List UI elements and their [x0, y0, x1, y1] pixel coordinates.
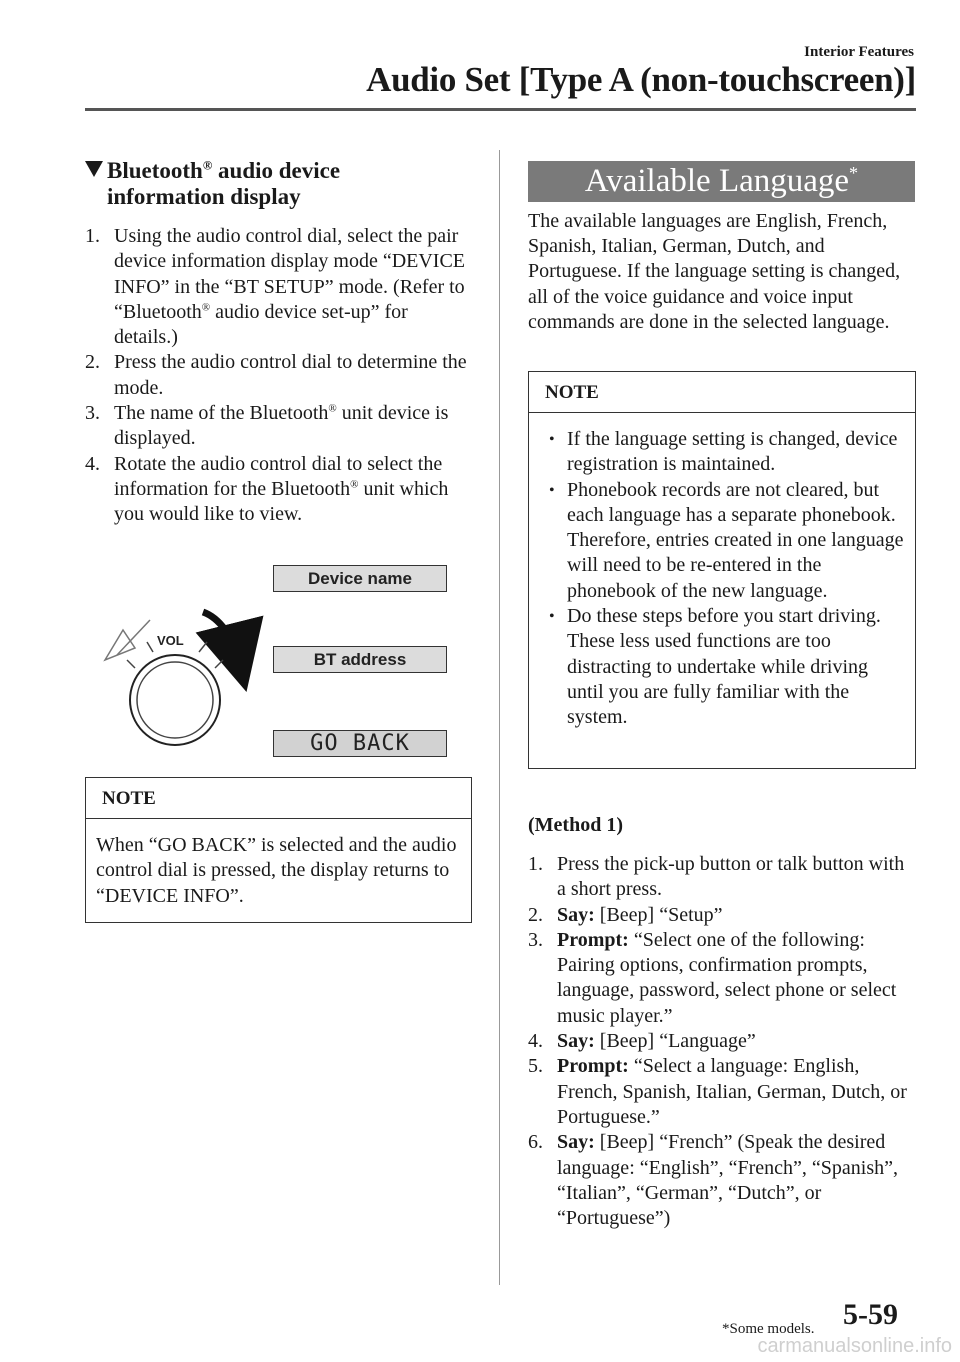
banner-title-text: Available Language [584, 163, 850, 199]
header-rule [85, 108, 916, 111]
heading-text-2: information display [107, 184, 301, 209]
heading-text-1-rest: audio device [212, 158, 341, 183]
language-steps-list [528, 852, 915, 1231]
step-item [528, 1029, 915, 1054]
step-text: [Beep] “Setup” [594, 903, 723, 926]
step-item [528, 852, 915, 903]
step-item [528, 1054, 915, 1130]
display-bt-address: BT address [273, 646, 447, 673]
step-number: 5. [528, 1055, 543, 1078]
note-label: NOTE [529, 372, 915, 413]
available-language-title [528, 161, 915, 202]
rotate-left-arrow [117, 620, 150, 655]
step-text: [Beep] “French” (Speak the desired language: “English”, “French”, “Spanish”, “Italian”, “German”, “Dutch”, or “Portuguese”) [557, 1131, 898, 1230]
step-text: Using the audio control dial, select the pair device information display mode “DEVICE INFO” in the “BT SETUP” mode. (Refer to “Bluetooth [114, 225, 466, 323]
registered-mark: ® [350, 478, 359, 491]
step-text: audio device set-up” for details.) [114, 300, 408, 349]
step-label: Say: [557, 1030, 595, 1053]
language-intro: The available languages are English, French, Spanish, Italian, German, Dutch, and Portuguese. If the language setting is changed, all of the voice guidance and voice input commands are done in the selected language. [528, 210, 901, 333]
section-label: Interior Features [804, 44, 914, 60]
step-number: 6. [528, 1131, 543, 1154]
step-number: 1. [528, 853, 543, 875]
note-bullet: • If the language setting is changed, device registration is maintained. [537, 427, 909, 478]
display-device-name: Device name [273, 565, 447, 592]
note-bullet-list [537, 427, 909, 731]
display-go-back: GO BACK [273, 730, 447, 757]
step-item [528, 928, 915, 1029]
step-text: Press the pick-up button or talk button with a short press. [557, 853, 905, 901]
step-number: 2. [85, 351, 100, 374]
method-title: (Method 1) [528, 814, 623, 836]
bt-info-section [85, 158, 475, 528]
page-number: 5-59 [843, 1298, 898, 1331]
step-item [85, 452, 475, 528]
note-bullet: • Phonebook records are not cleared, but each language has a separate phonebook. Therefore, entries created in one language will need to be re-entered in the phonebook of the new language. [537, 478, 909, 604]
step-text: “Select a language: English, French, Spanish, Italian, German, Dutch, or Portuguese.” [557, 1055, 907, 1128]
bt-info-heading [85, 158, 475, 210]
language-note-box [528, 371, 916, 769]
step-text: unit device is displayed. [114, 402, 449, 450]
step-label: Prompt: [557, 1055, 629, 1078]
watermark: carmanualsonline.info [757, 1335, 952, 1357]
step-text: [Beep] “Language” [594, 1030, 756, 1053]
note-bullet: • Do these steps before you start driving. These less used functions are too distracting to undertake while driving until you are fully familiar with the system. [537, 604, 909, 730]
step-label: Say: [557, 1131, 595, 1154]
note-label: NOTE [86, 778, 471, 819]
step-number: 4. [528, 1030, 543, 1053]
vol-label: VOL [157, 633, 184, 648]
step-number: 1. [85, 225, 100, 247]
note-body [529, 413, 915, 745]
audio-dial-icon [95, 560, 275, 760]
step-text: The name of the Bluetooth [114, 402, 329, 425]
bt-steps-list [85, 224, 475, 528]
chapter-title: Audio Set [Type A (non-touchscreen)] [366, 60, 916, 99]
bt-note-box [85, 777, 472, 923]
registered-mark: ® [328, 402, 337, 415]
dial-illustration [95, 560, 450, 760]
heading-text-1: Bluetooth [107, 158, 203, 183]
step-item [528, 903, 915, 928]
registered-mark: ® [202, 158, 213, 173]
step-number: 3. [85, 402, 100, 425]
step-text: unit which you would like to view. [114, 477, 449, 526]
footnote: *Some models. [722, 1321, 815, 1337]
language-steps [528, 852, 915, 1231]
step-item [528, 1130, 915, 1231]
step-item [85, 224, 475, 350]
step-number: 3. [528, 928, 543, 951]
step-text: “Select one of the following: Pairing options, confirmation prompts, language, password, select phone or select music player.” [557, 928, 897, 1027]
step-number: 2. [528, 903, 543, 926]
step-number: 4. [85, 452, 100, 475]
step-item [85, 401, 475, 452]
note-text: When “GO BACK” is selected and the audio control dial is pressed, the display returns to “DEVICE INFO”. [96, 834, 457, 907]
step-label: Prompt: [557, 928, 629, 951]
rotate-right-arrow [203, 612, 238, 658]
step-text: Rotate the audio control dial to select the information for the Bluetooth [114, 452, 443, 500]
some-models-mark: * [849, 163, 859, 183]
registered-mark: ® [201, 301, 211, 314]
column-divider [499, 150, 500, 1285]
step-item [85, 350, 475, 401]
triangle-bullet-icon [85, 161, 103, 177]
step-text: Press the audio control dial to determine the mode. [114, 351, 467, 399]
step-label: Say: [557, 903, 595, 926]
